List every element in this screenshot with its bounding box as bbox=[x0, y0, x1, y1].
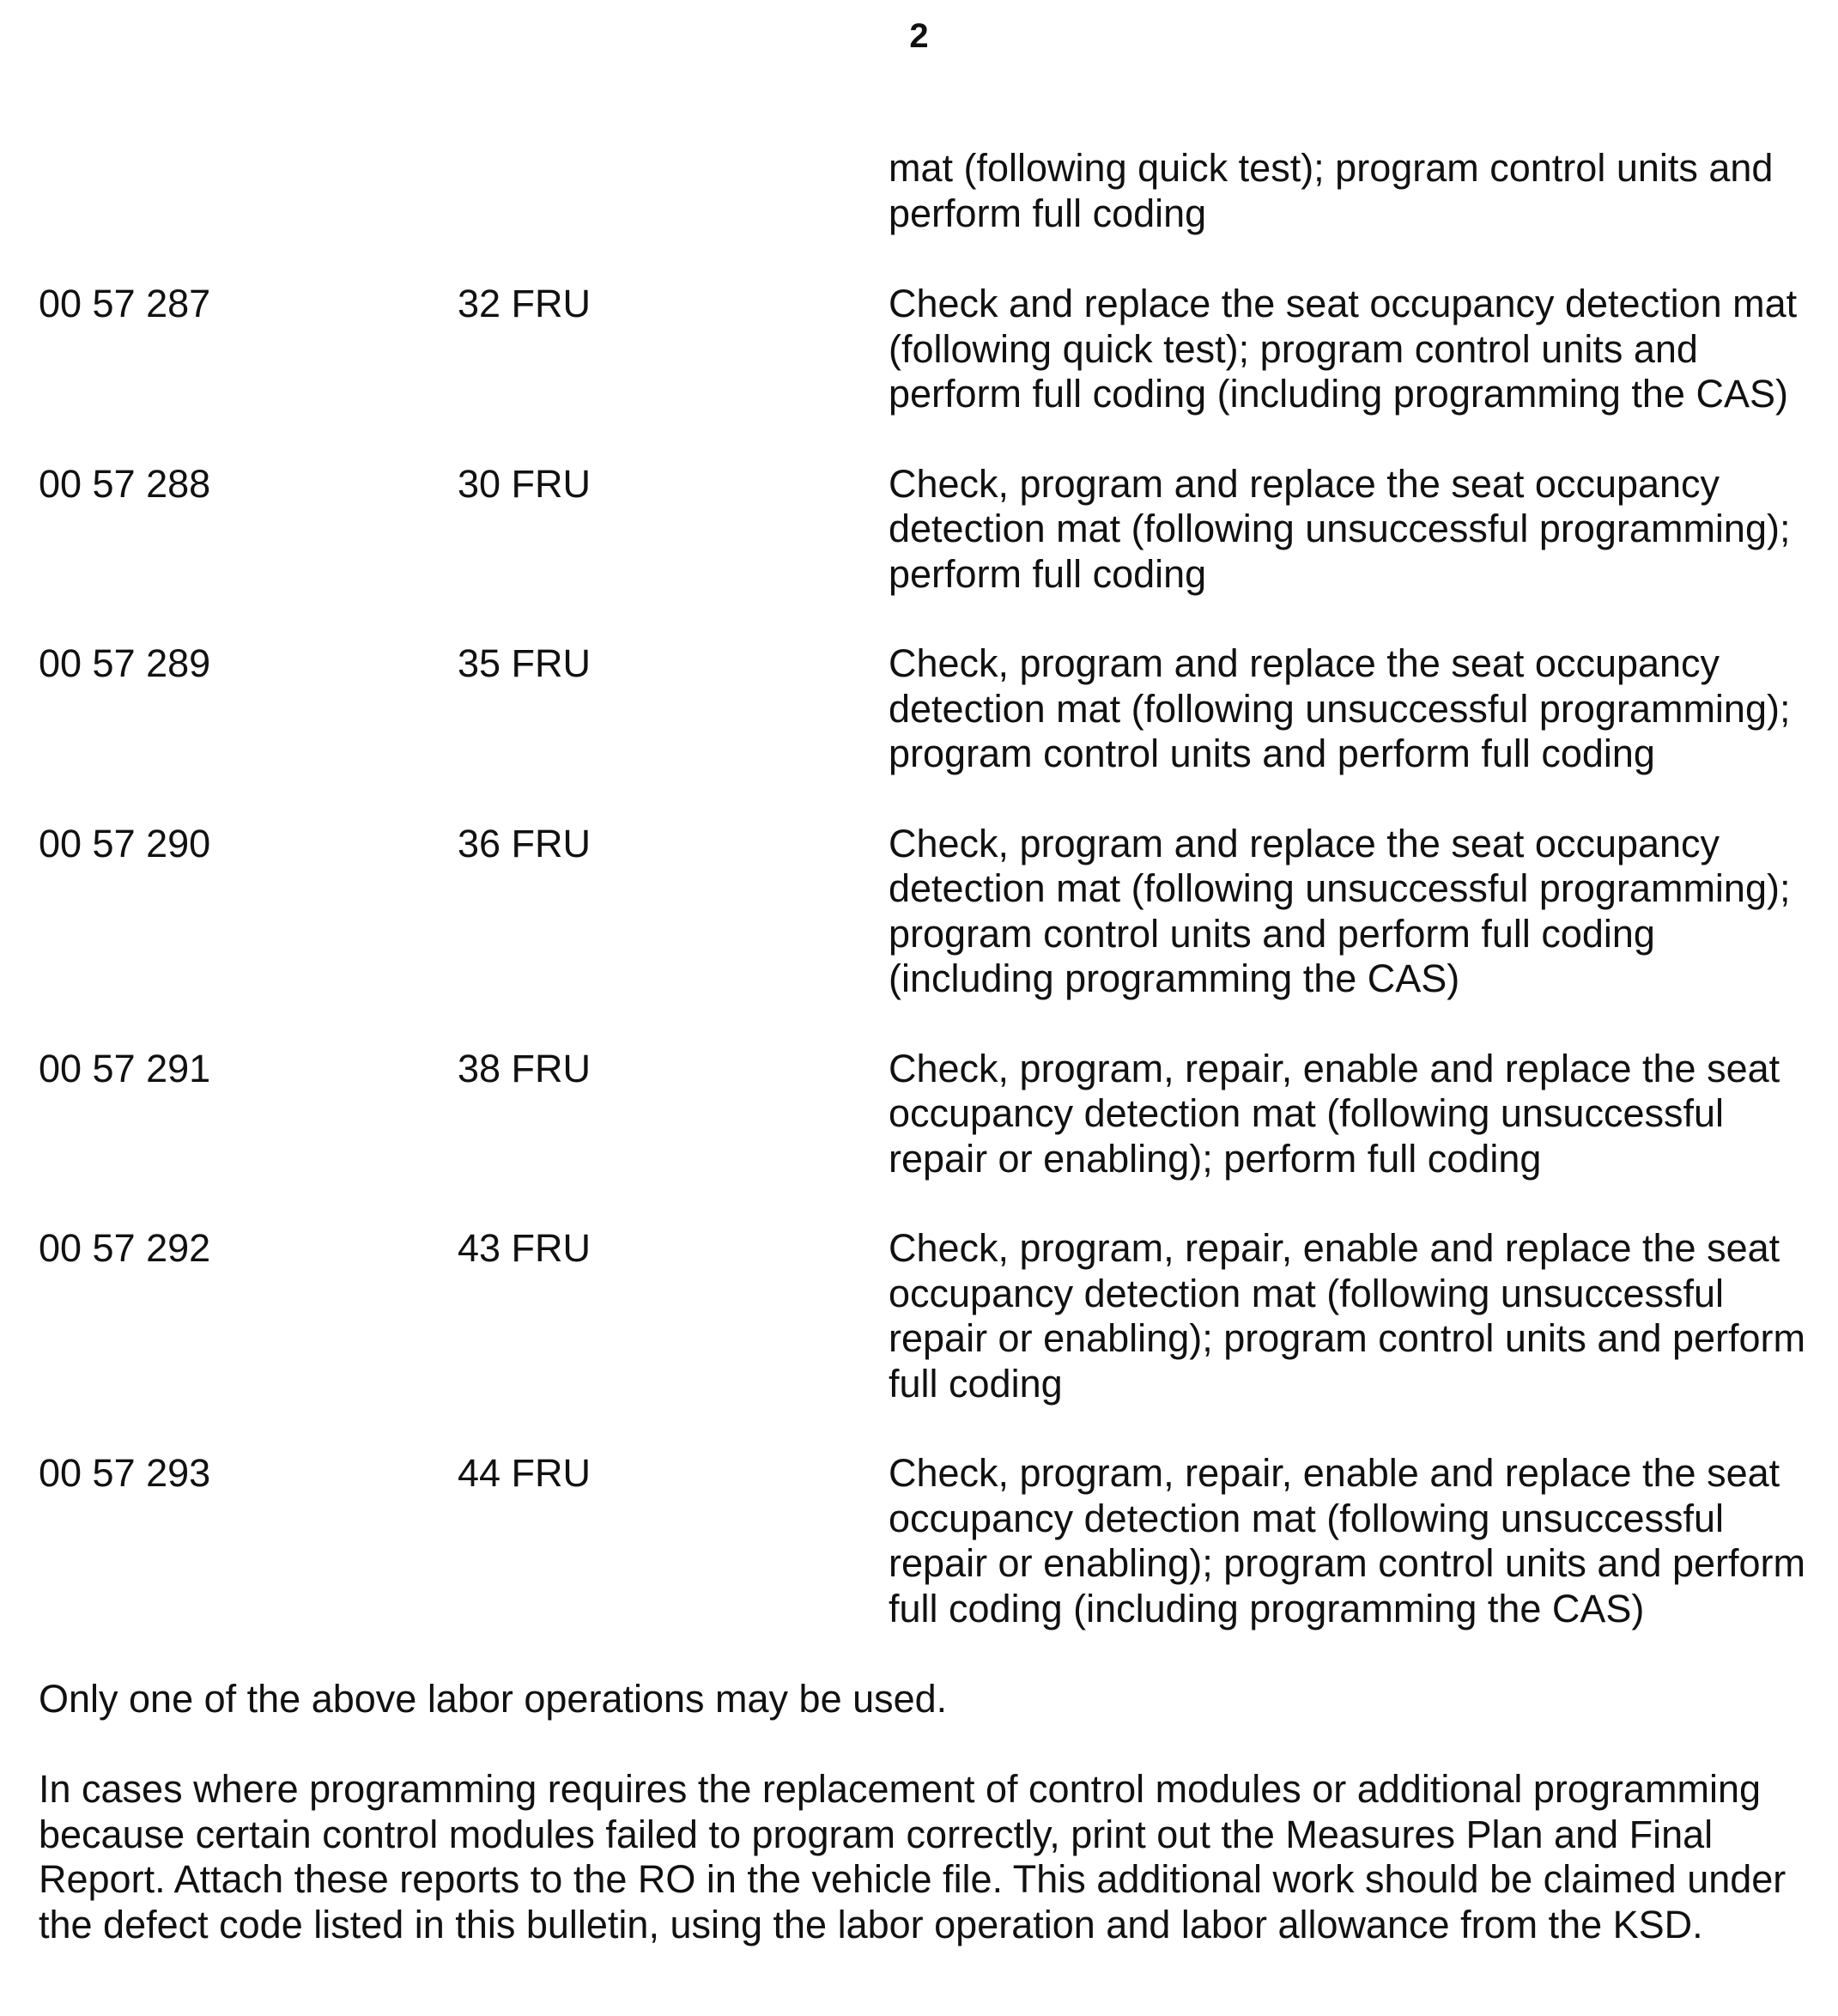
labor-operation-code: 00 57 287 bbox=[39, 282, 211, 325]
table-row bbox=[39, 1226, 1816, 1406]
labor-operation-description: Check, program and replace the seat occupancy detection mat (following unsuccessful programming); perform full coding bbox=[889, 461, 1791, 596]
table-row bbox=[39, 822, 1816, 1002]
labor-operation-code: 00 57 293 bbox=[39, 1451, 211, 1495]
table-row bbox=[39, 1047, 1816, 1182]
labor-operation-code: 00 57 292 bbox=[39, 1226, 211, 1270]
continued-description: mat (following quick test); program control units and perform full coding bbox=[889, 146, 1774, 235]
labor-operation-description: Check, program, repair, enable and replace the seat occupancy detection mat (following unsuccessful repair or enabling); program control units and perform full coding (including programming the CAS) bbox=[889, 1451, 1806, 1630]
labor-operation-code: 00 57 291 bbox=[39, 1046, 211, 1090]
usage-limit-note: Only one of the above labor operations may be used. bbox=[39, 1677, 948, 1721]
labor-operation-description: Check, program and replace the seat occupancy detection mat (following unsuccessful programming); program control units and perform full coding (including programming the CAS) bbox=[889, 821, 1791, 1000]
page-number: 2 bbox=[909, 17, 929, 55]
labor-allowance-fru: 30 FRU bbox=[458, 461, 591, 506]
table-row bbox=[39, 1451, 1816, 1631]
programming-instructions-paragraph: In cases where programming requires the replacement of control modules or additional programming because certain control modules failed to program correctly, print out the Measures Plan and Final Report. Attach these reports to the RO in the vehicle file. This additional work should be claimed under the defect code listed in this bulletin, using the labor operation and labor allowance from the KSD. bbox=[39, 1767, 1786, 1946]
labor-allowance-fru: 44 FRU bbox=[458, 1451, 591, 1495]
table-row bbox=[39, 282, 1816, 417]
labor-operation-code: 00 57 289 bbox=[39, 641, 211, 685]
table-row bbox=[39, 462, 1816, 598]
labor-operation-code: 00 57 290 bbox=[39, 821, 211, 865]
labor-operations-table bbox=[39, 282, 1816, 1676]
table-row bbox=[39, 641, 1816, 777]
labor-allowance-fru: 35 FRU bbox=[458, 641, 591, 685]
labor-allowance-fru: 36 FRU bbox=[458, 821, 591, 865]
labor-operation-description: Check, program, repair, enable and replace the seat occupancy detection mat (following unsuccessful repair or enabling); program control units and perform full coding bbox=[889, 1226, 1806, 1406]
labor-operation-description: Check, program, repair, enable and replace the seat occupancy detection mat (following unsuccessful repair or enabling); perform full coding bbox=[889, 1046, 1780, 1181]
labor-allowance-fru: 32 FRU bbox=[458, 282, 591, 325]
labor-operation-description: Check, program and replace the seat occupancy detection mat (following unsuccessful programming); program control units and perform full coding bbox=[889, 641, 1791, 775]
labor-operation-description: Check and replace the seat occupancy detection mat (following quick test); program control units and perform full coding (including programming the CAS) bbox=[889, 282, 1798, 416]
labor-allowance-fru: 43 FRU bbox=[458, 1226, 591, 1270]
labor-operation-code: 00 57 288 bbox=[39, 461, 211, 506]
labor-allowance-fru: 38 FRU bbox=[458, 1046, 591, 1090]
